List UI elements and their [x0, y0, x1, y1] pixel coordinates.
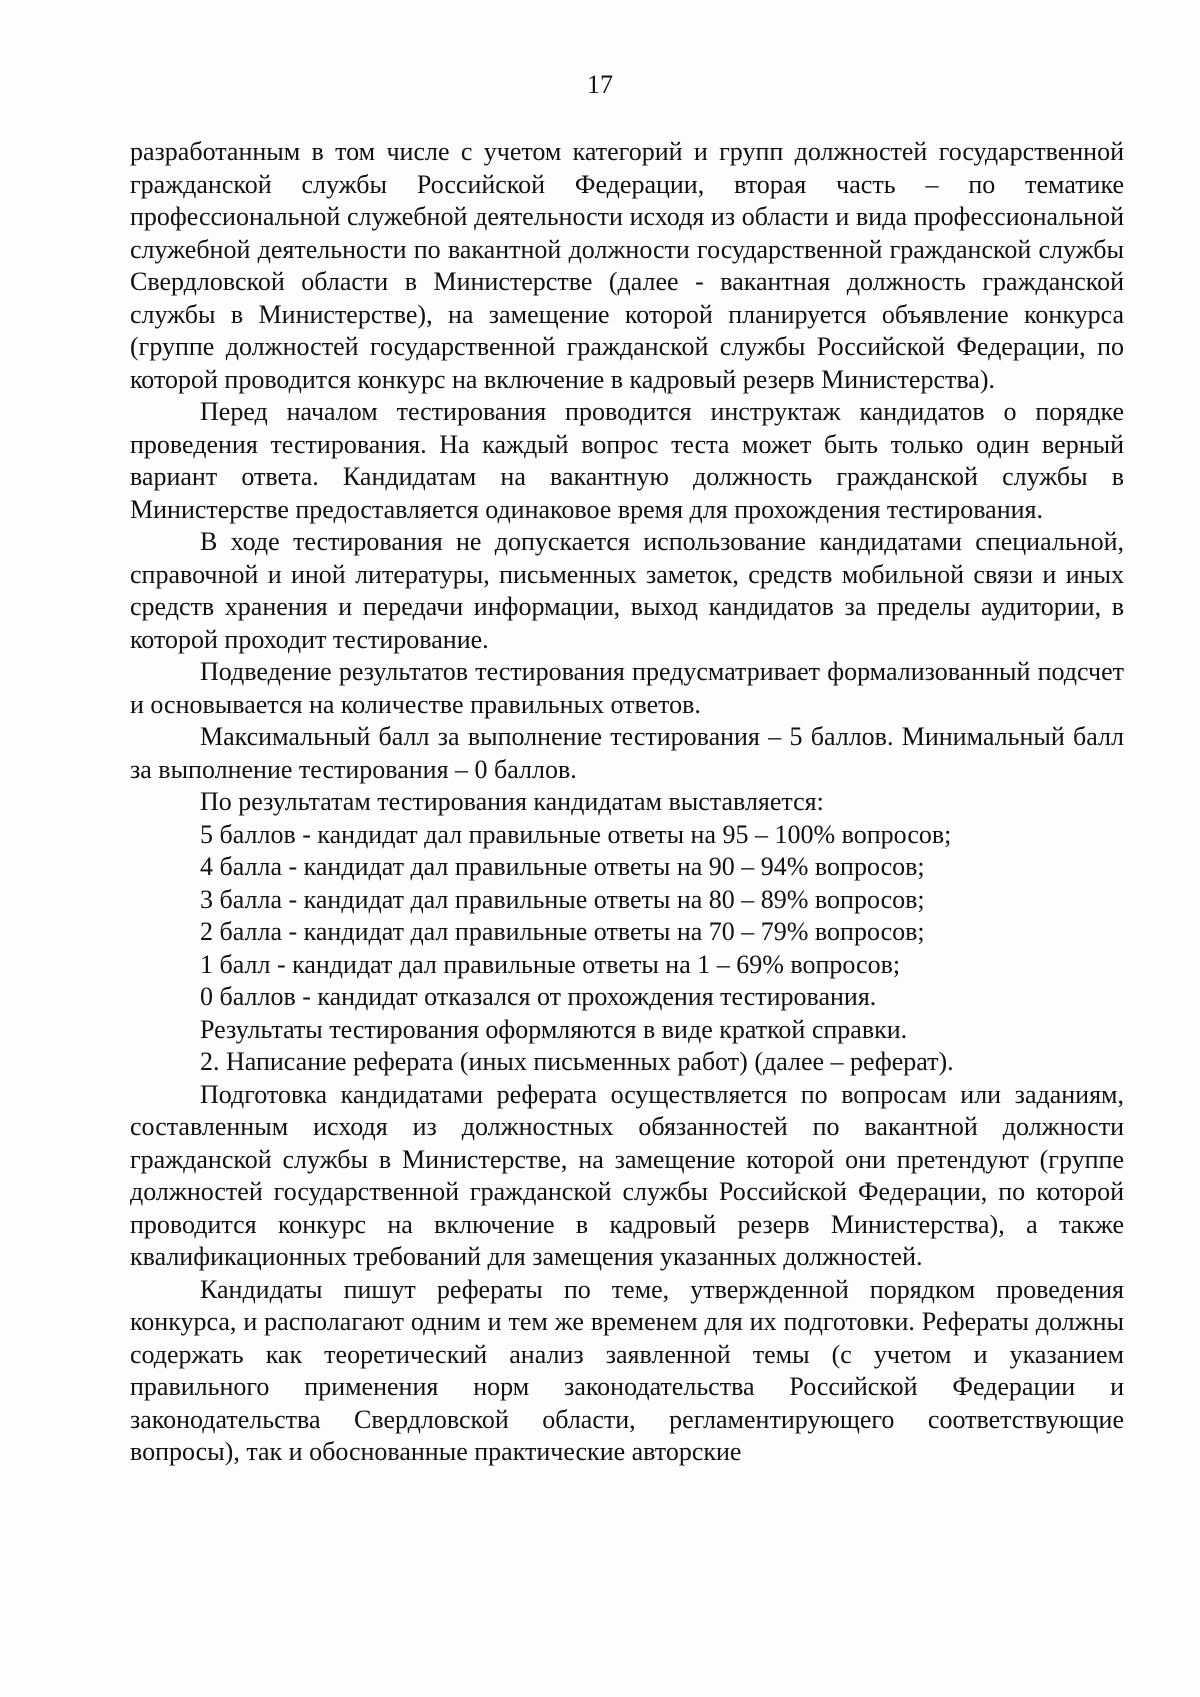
score-item-2: 2 балла - кандидат дал правильные ответы на 70 – 79% вопросов;: [200, 917, 925, 946]
paragraph-results-summary: Подведение результатов тестирования предусматривает формализованный подсчет и основывается на количестве правильных ответов.: [130, 657, 1124, 719]
paragraph-scoring-intro: По результатам тестирования кандидатам выставляется:: [200, 787, 824, 816]
paragraph-continuation: разработанным в том числе с учетом категорий и групп должностей государственной гражданской службы Российской Федерации, вторая часть – по тематике профессиональной служебной деятельности исходя из области и вида профессиональной служебной деятельности по вакантной должности государственной гражданской службы Свердловской области в Министерстве (далее - вакантная должность гражданской службы в Министерстве), на замещение которой планируется объявление конкурса (группе должностей государственной гражданской службы Российской Федерации, по которой проводится конкурс на включение в кадровый резерв Министерства).: [130, 137, 1124, 394]
paragraph-essay-preparation: Подготовка кандидатами реферата осуществляется по вопросам или заданиям, составленным исходя из должностных обязанностей по вакантной должности гражданской службы в Министерстве, на замещение которой они претендуют (группе должностей государственной гражданской службы Российской Федерации, по которой проводится конкурс на включение в кадровый резерв Министерства), а также квалификационных требований для замещения указанных должностей.: [130, 1079, 1124, 1271]
paragraph-results-format: Результаты тестирования оформляются в виде краткой справки.: [200, 1014, 908, 1044]
paragraph-testing-briefing: Перед началом тестирования проводится инструктаж кандидатов о порядке проведения тестирования. На каждый вопрос теста может быть только один верный вариант ответа. Кандидатам на вакантную должность гражданской службы в Министерстве предоставляется одинаковое время для прохождения тестирования.: [130, 397, 1124, 524]
score-item-0: 0 баллов - кандидат отказался от прохождения тестирования.: [200, 982, 877, 1011]
score-item-1: 1 балл - кандидат дал правильные ответы на 1 – 69% вопросов;: [200, 949, 901, 979]
paragraph-essay-heading: 2. Написание реферата (иных письменных работ) (далее – реферат).: [200, 1047, 954, 1076]
paragraph-testing-restrictions: В ходе тестирования не допускается использование кандидатами специальной, справочной и иной литературы, письменных заметок, средств мобильной связи и иных средств хранения и передачи информации, выход кандидатов за пределы аудитории, в которой проходит тестирование.: [130, 527, 1124, 654]
score-item-4: 4 балла - кандидат дал правильные ответы на 90 – 94% вопросов;: [200, 852, 925, 881]
page-number: 17: [587, 70, 613, 99]
document-body: [130, 136, 1124, 1469]
score-item-3: 3 балла - кандидат дал правильные ответы на 80 – 89% вопросов;: [200, 884, 925, 914]
paragraph-essay-requirements: Кандидаты пишут рефераты по теме, утвержденной порядком проведения конкурса, и располагают одним и тем же временем для их подготовки. Рефераты должны содержать как теоретический анализ заявленной темы (с учетом и указанием правильного применения норм законодательства Российской Федерации и законодательства Свердловской области, регламентирующего соответствующие вопросы), так и обоснованные практические авторские: [130, 1274, 1124, 1466]
score-item-5: 5 баллов - кандидат дал правильные ответы на 95 – 100% вопросов;: [200, 819, 952, 849]
paragraph-max-min-score: Максимальный балл за выполнение тестирования – 5 баллов. Минимальный балл за выполнение тестирования – 0 баллов.: [130, 722, 1124, 784]
